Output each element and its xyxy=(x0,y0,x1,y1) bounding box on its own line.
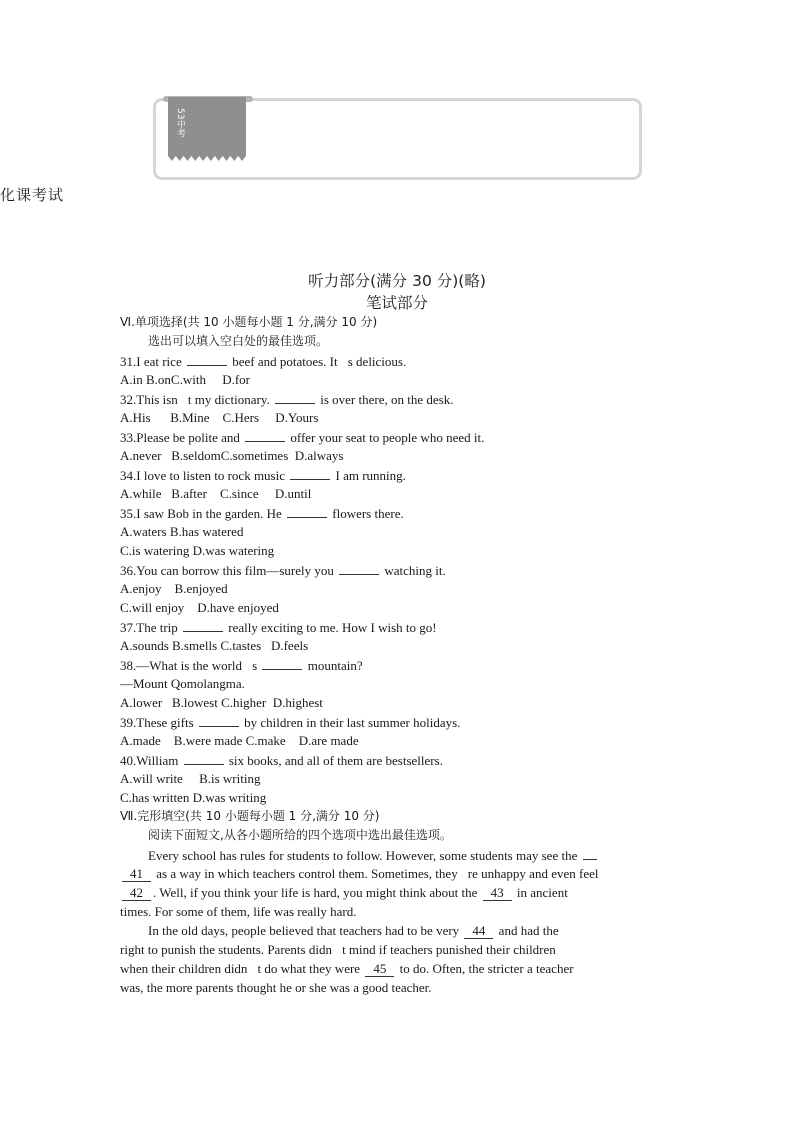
option-line xyxy=(120,788,680,807)
question-text: flowers there. xyxy=(329,506,404,521)
blank-line xyxy=(287,503,327,518)
option-line xyxy=(120,446,680,465)
line-text: A.while B.after C.since D.until xyxy=(120,486,312,501)
option-line xyxy=(120,541,680,560)
question-text: six books, and all of them are bestsellers. xyxy=(225,753,443,768)
side-title-fragment: 化课考试 xyxy=(0,186,65,204)
passage-line xyxy=(120,921,680,940)
passage-line xyxy=(120,883,680,902)
written-heading: 笔试部分 xyxy=(365,294,428,312)
blank-line xyxy=(184,750,224,765)
question-line xyxy=(120,617,680,636)
option-line xyxy=(120,693,680,712)
line-text: A.sounds B.smells C.tastes D.feels xyxy=(120,638,309,653)
option-line xyxy=(120,522,680,541)
question-text: mountain? xyxy=(304,658,363,673)
line-text: C.is watering D.was watering xyxy=(120,543,275,558)
blank-line xyxy=(262,655,302,670)
blank-number: 45 xyxy=(365,961,394,977)
passage-line xyxy=(120,864,680,883)
question-line xyxy=(120,503,680,522)
passage-text: times. For some of them, life was really hard. xyxy=(120,904,357,919)
question-text: 40.William xyxy=(120,753,182,768)
question-text: I am running. xyxy=(332,468,406,483)
option-line xyxy=(120,579,680,598)
blank-line xyxy=(290,465,330,480)
question-text: 31.I eat rice xyxy=(120,354,185,369)
question-text: offer your seat to people who need it. xyxy=(287,430,485,445)
blank-number: 44 xyxy=(464,923,493,939)
passage-text: Every school has rules for students to follow. However, some students may see the xyxy=(148,848,578,863)
question-line xyxy=(120,560,680,579)
section7-instruction: 阅读下面短文,从各小题所给的四个选项中选出最佳选项。 xyxy=(148,828,452,842)
exam-content xyxy=(120,313,680,997)
blank-number: 41 xyxy=(122,866,151,882)
option-line xyxy=(120,731,680,750)
blank-line xyxy=(187,351,227,366)
question-text: 36.You can borrow this film—surely you xyxy=(120,563,338,578)
question-text: watching it. xyxy=(381,563,446,578)
question-text: 38.—What is the world s xyxy=(120,658,261,673)
question-text: 33.Please be polite and xyxy=(120,430,244,445)
passage-line xyxy=(120,978,680,997)
question-text: 34.I love to listen to rock music xyxy=(120,468,289,483)
question-line xyxy=(120,465,680,484)
blank-number: 42 xyxy=(122,885,151,901)
question-text: 39.These gifts xyxy=(120,715,197,730)
passage-line xyxy=(120,845,680,864)
option-line xyxy=(120,636,680,655)
line-text: C.has written D.was writing xyxy=(120,790,267,805)
section6-title: Ⅵ.单项选择(共 10 小题每小题 1 分,满分 10 分) xyxy=(120,315,378,329)
question-line xyxy=(120,389,680,408)
question-text: is over there, on the desk. xyxy=(316,392,454,407)
blank-line xyxy=(275,389,315,404)
question-line xyxy=(120,427,680,446)
line-text: A.in B.onC.with D.for xyxy=(120,372,250,387)
line-text: A.made B.were made C.make D.are made xyxy=(120,733,359,748)
line-text: A.waters B.has watered xyxy=(120,524,244,539)
option-line xyxy=(120,408,680,427)
passage-text: when their children didn t do what they were xyxy=(120,961,361,976)
question-line xyxy=(120,712,680,731)
passage-text: right to punish the students. Parents didn t mind if teachers punished their children xyxy=(120,942,556,957)
question-list xyxy=(120,351,680,807)
option-line xyxy=(120,370,680,389)
passage-text: . Well, if you think your life is hard, you might think about the xyxy=(153,885,478,900)
question-text: beef and potatoes. It s delicious. xyxy=(228,354,407,369)
blank-line xyxy=(339,560,379,575)
question-line xyxy=(120,351,680,370)
passage-text: In the old days, people believed that teachers had to be very xyxy=(148,923,460,938)
option-line xyxy=(120,484,680,503)
blank-line xyxy=(183,617,223,632)
passage-line xyxy=(120,902,680,921)
passage-text: as a way in which teachers control them. Sometimes, they re unhappy and even feel xyxy=(153,866,599,881)
passage-line xyxy=(120,940,680,959)
option-line xyxy=(120,769,680,788)
section7-title: Ⅶ.完形填空(共 10 小题每小题 1 分,满分 10 分) xyxy=(120,809,380,823)
line-text: C.will enjoy D.have enjoyed xyxy=(120,600,279,615)
passage-text: was, the more parents thought he or she was a good teacher. xyxy=(120,980,432,995)
question-text: really exciting to me. How I wish to go! xyxy=(225,620,437,635)
line-text: A.will write B.is writing xyxy=(120,771,261,786)
question-text: by children in their last summer holidays. xyxy=(240,715,461,730)
question-text: 37.The trip xyxy=(120,620,182,635)
passage-line xyxy=(120,959,680,978)
passage-text: in ancient xyxy=(513,885,568,900)
line-text: —Mount Qomolangma. xyxy=(120,676,245,691)
blank-line xyxy=(245,427,285,442)
line-text: A.enjoy B.enjoyed xyxy=(120,581,228,596)
option-line xyxy=(120,598,680,617)
passage-text: and had the xyxy=(495,923,559,938)
question-text: 35.I saw Bob in the garden. He xyxy=(120,506,285,521)
question-line xyxy=(120,655,680,674)
passage-text: to do. Often, the stricter a teacher xyxy=(396,961,574,976)
line-text: A.His B.Mine C.Hers D.Yours xyxy=(120,410,319,425)
option-line xyxy=(120,674,680,693)
line-text: A.lower B.lowest C.higher D.highest xyxy=(120,695,323,710)
blank-number: 43 xyxy=(483,885,512,901)
line-text: A.never B.seldomC.sometimes D.always xyxy=(120,448,344,463)
question-line xyxy=(120,750,680,769)
blank-line xyxy=(199,712,239,727)
blank-line xyxy=(583,845,597,860)
section6-instruction: 选出可以填入空白处的最佳选项。 xyxy=(148,334,329,348)
banner-tag-text: 53中考 xyxy=(175,108,185,138)
listening-heading: 听力部分(满分 30 分)(略) xyxy=(308,272,486,290)
question-text: 32.This isn t my dictionary. xyxy=(120,392,273,407)
